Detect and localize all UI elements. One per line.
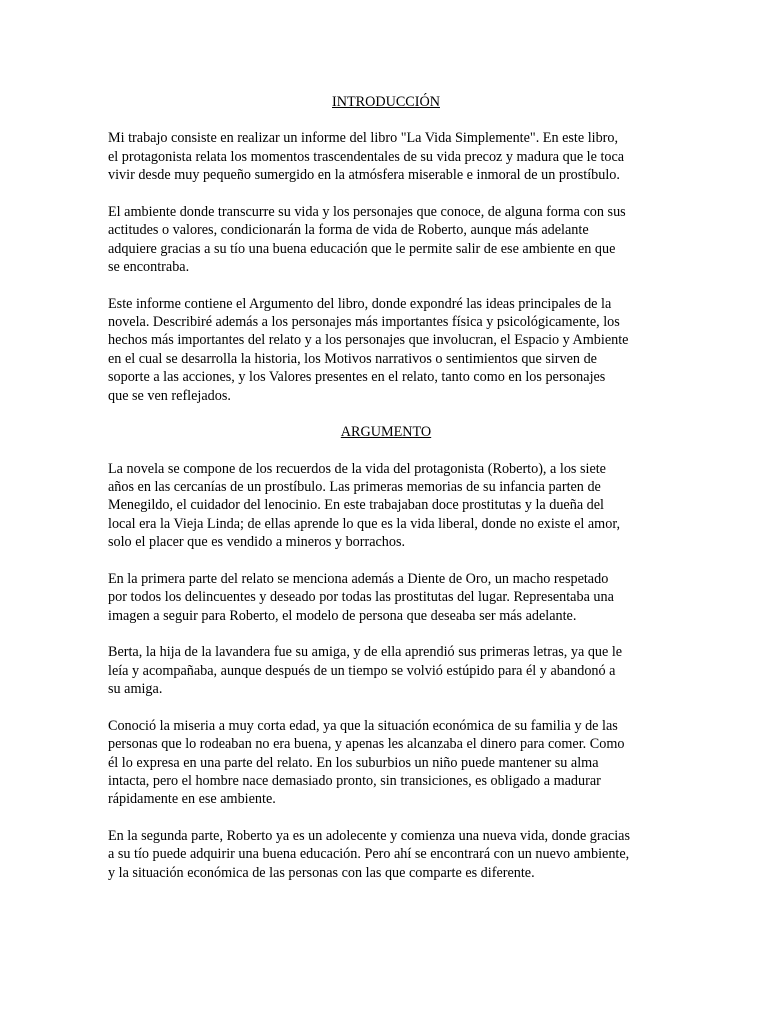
- body-paragraph: [108, 827, 664, 882]
- paragraph-line: por todos los delincuentes y deseado por todas las prostitutas del lugar. Representaba una: [108, 589, 614, 606]
- body-paragraph: [108, 717, 664, 809]
- paragraph-line: en el cual se desarrolla la historia, los Motivos narrativos o sentimientos que sirven de: [108, 350, 597, 367]
- paragraph-line: Conoció la miseria a muy corta edad, ya que la situación económica de su familia y de las: [108, 717, 618, 734]
- paragraph-line: rápidamente en ese ambiente.: [108, 791, 276, 808]
- body-paragraph: [108, 460, 664, 552]
- paragraph-line: el protagonista relata los momentos trascendentales de su vida precoz y madura que le toca: [108, 148, 625, 165]
- paragraph-line: En la primera parte del relato se menciona además a Diente de Oro, un macho respetado: [108, 570, 609, 587]
- paragraph-line: La novela se compone de los recuerdos de la vida del protagonista (Roberto), a los siete: [108, 460, 606, 477]
- paragraph-line: vivir desde muy pequeño sumergido en la atmósfera miserable e inmoral de un prostíbulo.: [108, 167, 620, 184]
- paragraph-line: años en las cercanías de un prostíbulo. Las primeras memorias de su infancia parten de: [108, 479, 601, 496]
- section-heading: ARGUMENTO: [340, 424, 432, 441]
- paragraph-line: leía y acompañaba, aunque después de un tiempo se volvió estúpido para él y abandonó a: [108, 662, 616, 679]
- paragraph-line: él lo expresa en una parte del relato. En los suburbios un niño puede mantener su alma: [108, 754, 599, 771]
- body-paragraph: [108, 295, 664, 405]
- paragraph-line: se encontraba.: [108, 259, 190, 276]
- paragraph-line: En la segunda parte, Roberto ya es un adolecente y comienza una nueva vida, donde gracias: [108, 827, 630, 844]
- paragraph-line: novela. Describiré además a los personajes más importantes física y psicológicamente, los: [108, 314, 620, 331]
- paragraph-line: solo el placer que es vendido a mineros y borrachos.: [108, 534, 406, 551]
- paragraph-line: Berta, la hija de la lavandera fue su amiga, y de ella aprendió sus primeras letras, ya que le: [108, 644, 623, 661]
- paragraph-line: hechos más importantes del relato y a los personajes que involucran, el Espacio y Ambiente: [108, 332, 629, 349]
- paragraph-line: local era la Vieja Linda; de ellas aprende lo que es la vida liberal, donde no existe el amor,: [108, 515, 621, 532]
- paragraph-line: imagen a seguir para Roberto, el modelo de persona que deseaba ser más adelante.: [108, 607, 577, 624]
- paragraph-line: adquiere gracias a su tío una buena educación que le permite salir de ese ambiente en que: [108, 240, 616, 257]
- paragraph-line: a su tío puede adquirir una buena educación. Pero ahí se encontrará con un nuevo ambiente,: [108, 846, 630, 863]
- paragraph-line: actitudes o valores, condicionarán la forma de vida de Roberto, aunque más adelante: [108, 222, 589, 239]
- paragraph-line: Mi trabajo consiste en realizar un informe del libro "La Vida Simplemente". En este libro,: [108, 130, 619, 147]
- body-paragraph: [108, 570, 664, 625]
- paragraph-line: personas que lo rodeaban no era buena, y apenas les alcanzaba el dinero para comer. Como: [108, 736, 625, 753]
- paragraph-line: Este informe contiene el Argumento del libro, donde expondré las ideas principales de la: [108, 295, 612, 312]
- paragraph-line: intacta, pero el hombre nace demasiado pronto, sin transiciones, es obligado a madurar: [108, 772, 601, 789]
- paragraph-line: soporte a las acciones, y los Valores presentes en el relato, tanto como en los personajes: [108, 369, 606, 386]
- paragraph-line: que se ven reflejados.: [108, 387, 231, 404]
- paragraph-line: Menegildo, el cuidador del lenocinio. En este trabajaban doce prostitutas y la dueña del: [108, 497, 605, 514]
- body-paragraph: [108, 203, 664, 277]
- paragraph-line: su amiga.: [108, 681, 163, 698]
- document-body: [108, 93, 664, 900]
- paragraph-line: El ambiente donde transcurre su vida y los personajes que conoce, de alguna forma con sus: [108, 203, 626, 220]
- body-paragraph: [108, 129, 664, 184]
- paragraph-line: y la situación económica de las personas con las que comparte es diferente.: [108, 864, 535, 881]
- body-paragraph: [108, 643, 664, 698]
- section-heading: INTRODUCCIÓN: [332, 94, 440, 110]
